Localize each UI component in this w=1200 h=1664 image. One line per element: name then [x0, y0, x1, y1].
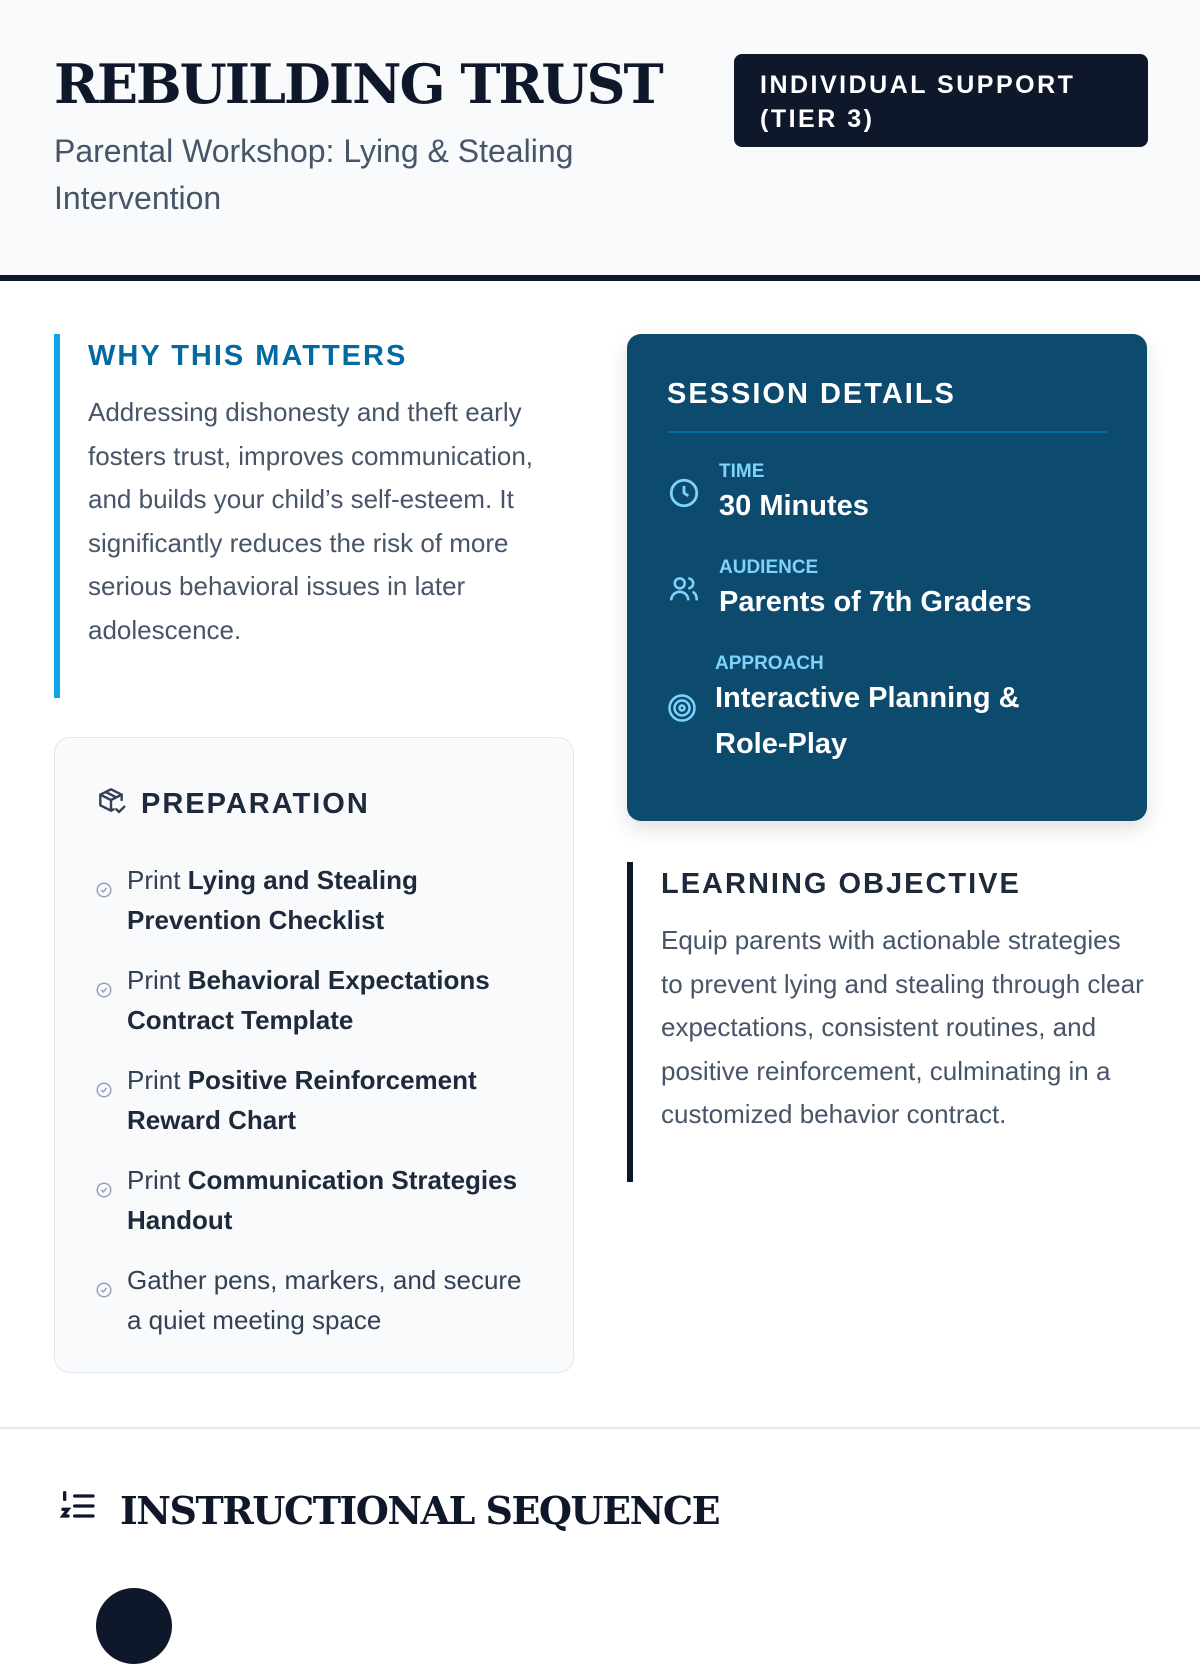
check-circle-icon — [95, 970, 115, 1040]
item-title: Lying and Stealing Prevention Checklist — [127, 865, 418, 935]
session-time — [667, 461, 1107, 529]
clock-icon — [667, 476, 701, 515]
why-body: Addressing dishonesty and theft early fosters trust, improves communication, and builds your child’s self-esteem. It significantly reduces the risk of more serious behavioral issues in later adolescence. — [88, 397, 534, 645]
ordered-list-icon — [58, 1486, 98, 1535]
section-divider — [0, 1427, 1200, 1429]
check-circle-icon — [95, 1270, 115, 1340]
page-title: REBUILDING TRUST — [54, 52, 662, 116]
item-title: Positive Reinforcement Reward Chart — [127, 1065, 477, 1135]
item-prefix: Gather pens, markers, and secure a quiet meeting space — [127, 1265, 522, 1335]
page-subtitle: Parental Workshop: Lying & Stealing Intervention — [54, 133, 574, 216]
page-header — [0, 0, 1200, 281]
item-title: Behavioral Expectations Contract Template — [127, 965, 490, 1035]
item-title: Communication Strategies Handout — [127, 1165, 518, 1235]
why-this-matters-section — [54, 334, 574, 698]
check-circle-icon — [95, 1070, 115, 1140]
preparation-heading: PREPARATION — [141, 787, 370, 820]
users-icon — [667, 572, 701, 611]
audience-value: Parents of 7th Graders — [719, 586, 1032, 618]
preparation-item — [95, 1260, 533, 1340]
preparation-list — [95, 860, 533, 1340]
sequence-title: INSTRUCTIONAL SEQUENCE — [120, 1488, 720, 1533]
time-label: TIME — [719, 461, 765, 482]
objective-body: Equip parents with actionable strategies to prevent lying and stealing through clear expectations, consistent routines, and positive reinforcement, culminating in a customized behavior contract. — [661, 925, 1144, 1129]
learning-objective-section — [627, 862, 1147, 1182]
tier-badge: INDIVIDUAL SUPPORT (TIER 3) — [734, 54, 1148, 147]
package-check-icon — [95, 784, 127, 824]
item-prefix: Print — [127, 965, 188, 995]
target-icon — [667, 693, 697, 728]
session-heading: SESSION DETAILS — [667, 378, 1107, 433]
preparation-item — [95, 860, 533, 940]
step-number-badge — [96, 1588, 172, 1664]
session-approach — [667, 653, 1107, 767]
preparation-item — [95, 960, 533, 1040]
preparation-item — [95, 1160, 533, 1240]
preparation-card — [54, 737, 574, 1373]
objective-heading: LEARNING OBJECTIVE — [661, 868, 1021, 900]
why-heading: WHY THIS MATTERS — [88, 340, 408, 372]
check-circle-icon — [95, 1170, 115, 1240]
approach-value: Interactive Planning & Role-Play — [715, 682, 1020, 760]
item-prefix: Print — [127, 1165, 188, 1195]
session-details-card — [627, 334, 1147, 821]
check-circle-icon — [95, 870, 115, 940]
preparation-item — [95, 1060, 533, 1140]
item-prefix: Print — [127, 1065, 188, 1095]
approach-label: APPROACH — [715, 653, 824, 674]
audience-label: AUDIENCE — [719, 557, 819, 578]
item-prefix: Print — [127, 865, 188, 895]
time-value: 30 Minutes — [719, 490, 869, 522]
session-audience — [667, 557, 1107, 625]
instructional-sequence-heading — [58, 1486, 719, 1535]
